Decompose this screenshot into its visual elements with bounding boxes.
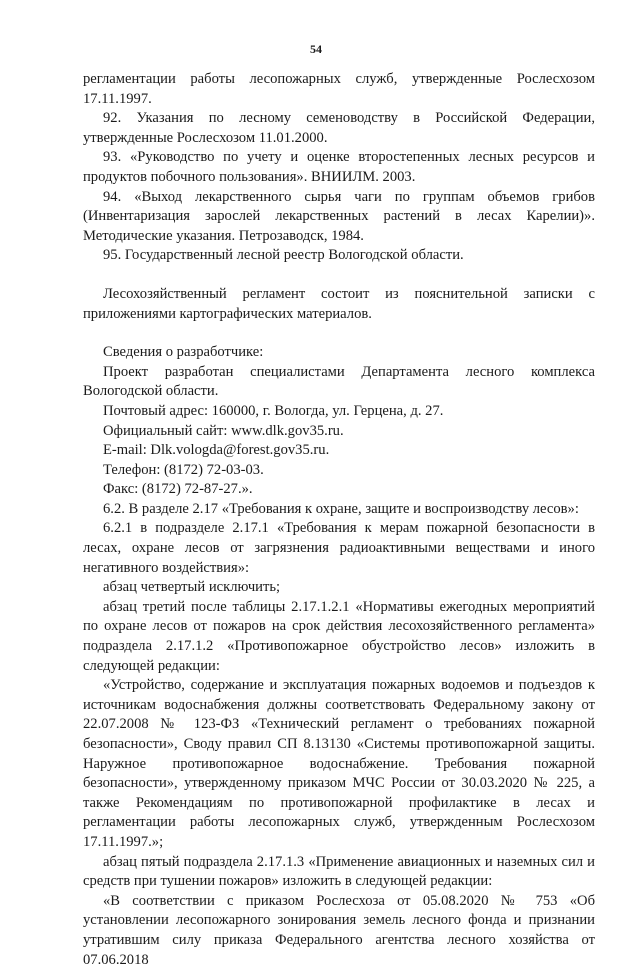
section-6-2-paragraph: 6.2. В разделе 2.17 «Требования к охране, защите и воспроизводству лесов»: xyxy=(103,500,579,517)
email-address: E-mail: Dlk.vologda@forest.gov35.ru. xyxy=(103,442,330,459)
fax-number: Факс: (8172) 72-87-27.». xyxy=(103,481,253,498)
document-body xyxy=(83,70,595,970)
quoted-rosleshoz-order-paragraph: «В соответствии с приказом Рослесхоза от 05.08.2020 № 753 «Об установлении лесопожарного зонирования земель лесного фонда и признании утратившим силу приказа Федерального агентства лесного хозяйства от 07.06.2018 xyxy=(83,892,595,968)
reference-item-94: 94. «Выход лекарственного сырья чаги по группам объемов грибов (Инвентаризация зарослей лекарственных растений в лесах Карелии)». Методические указания. Петрозаводск, 1984. xyxy=(83,188,595,244)
paragraph-continuation: регламентации работы лесопожарных служб, утвержденные Рослесхозом 17.11.1997. xyxy=(83,71,595,107)
phone-number: Телефон: (8172) 72-03-03. xyxy=(103,461,264,478)
section-6-2-1-paragraph: 6.2.1 в подразделе 2.17.1 «Требования к мерам пожарной безопасности в лесах, охране лесов от загрязнения радиоактивными веществами и иного негативного воздействия»: xyxy=(83,520,595,576)
reference-item-95: 95. Государственный лесной реестр Вологодской области. xyxy=(103,247,464,264)
paragraph-exclude-fourth: абзац четвертый исключить; xyxy=(103,579,281,596)
official-website: Официальный сайт: www.dlk.gov35.ru. xyxy=(103,422,344,439)
regulation-composition-paragraph: Лесохозяйственный регламент состоит из пояснительной записки с приложениями картографических материалов. xyxy=(83,285,595,322)
page-number: 54 xyxy=(310,42,322,56)
developer-info-heading: Сведения о разработчике: xyxy=(103,344,264,361)
reference-item-93: 93. «Руководство по учету и оценке второстепенных лесных ресурсов и продуктов побочного пользования». ВНИИЛМ. 2003. xyxy=(83,149,595,185)
developer-info-paragraph: Проект разработан специалистами Департамента лесного комплекса Вологодской области. xyxy=(83,363,595,400)
reference-item-92: 92. Указания по лесному семеноводству в Российской Федерации, утвержденные Рослесхозом 11.01.2000. xyxy=(83,110,595,146)
quoted-fire-water-paragraph: «Устройство, содержание и эксплуатация пожарных водоемов и подъездов к источникам водоснабжения должны соответствовать Федеральному закону от 22.07.2008 № 123-ФЗ «Технический регламент о требованиях пожарной безопасности», Своду правил СП 8.13130 «Системы противопожарной защиты. Наружное противопожарное водоснабжение. Требования пожарной безопасности», утвержденному приказом МЧС России от 30.03.2020 № 225, а также Рекомендациям по противопожарной профилактике в лесах и регламентации работы лесопожарных служб, утвержденным Рослесхозом 17.11.1997.»; xyxy=(83,677,595,850)
paragraph-fifth-subsection: абзац пятый подраздела 2.17.1.3 «Применение авиационных и наземных сил и средств при тушении пожаров» изложить в следующей редакции: xyxy=(83,853,595,890)
paragraph-third-after-table: абзац третий после таблицы 2.17.1.2.1 «Нормативы ежегодных мероприятий по охране лесов от пожаров на срок действия лесохозяйственного регламента» подраздела 2.17.1.2 «Противопожарное обустройство лесов» изложить в следующей редакции: xyxy=(83,598,595,674)
postal-address: Почтовый адрес: 160000, г. Вологда, ул. Герцена, д. 27. xyxy=(103,402,444,419)
